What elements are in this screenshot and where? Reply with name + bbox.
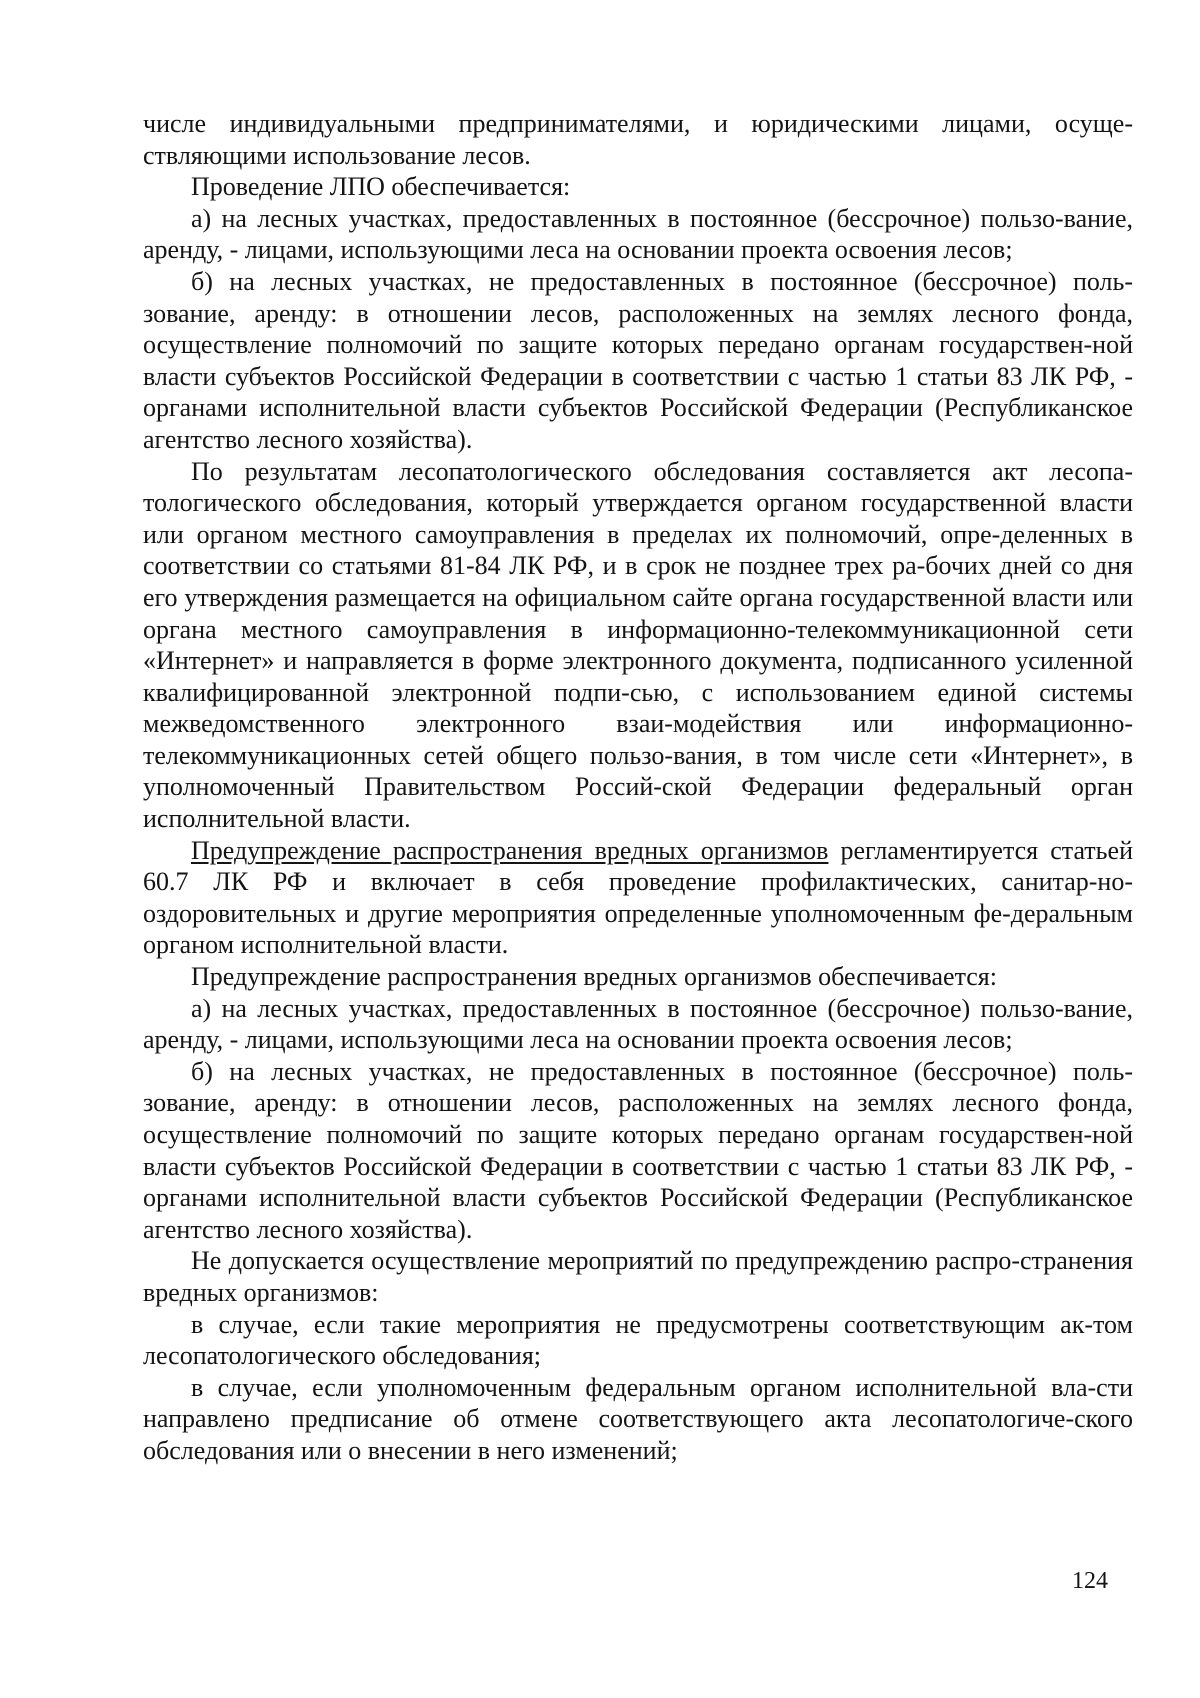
paragraph-case-2: в случае, если уполномоченным федеральным органом исполнительной вла-сти направлено предписание об отмене соответствующего акта лесопатологиче-ского обследования или о внесении в него изменений; bbox=[143, 1372, 1133, 1465]
paragraph-not-allowed: Не допускается осуществление мероприятий по предупреждению распро-странения вредных организмов: bbox=[143, 1246, 1133, 1307]
paragraph-case-1: в случае, если такие мероприятия не предусмотрены соответствующим ак-том лесопатологического обследования; bbox=[143, 1309, 1133, 1371]
paragraph-prevention-item-b: б) на лесных участках, не предоставленных в постоянное (бессрочное) поль-зование, аренду: в отношении лесов, расположенных на землях лесного фонда, осуществление полномочий по защите которых передано органам государствен-ной власти субъектов Российской Федерации в соответствии с частью 1 статьи 83 ЛК РФ, - органами исполнительной власти субъектов Российской Федерации (Республиканское агентство лесного хозяйства). bbox=[143, 1056, 1133, 1244]
page-number: 124 bbox=[1072, 1568, 1108, 1594]
paragraph-continuation: числе индивидуальными предпринимателями, и юридическими лицами, осуще-ствляющими использование лесов. bbox=[143, 109, 1133, 170]
paragraph-prevention-definition bbox=[143, 835, 1133, 961]
prevention-term-underlined: Предупреждение распространения вредных организмов bbox=[191, 835, 829, 865]
paragraph-lpo-intro: Проведение ЛПО обеспечивается: bbox=[191, 172, 571, 202]
prevention-definition-text: регламентируется статьей 60.7 ЛК РФ и включает в себя проведение профилактических, санитар-но-оздоровительных и другие мероприятия определенные уполномоченным фе-деральным органом исполнительной власти. bbox=[143, 835, 1133, 960]
paragraph-prevention-intro: Предупреждение распространения вредных организмов обеспечивается: bbox=[191, 962, 997, 992]
paragraph-prevention-item-a: а) на лесных участках, предоставленных в постоянное (бессрочное) пользо-вание, аренду, - лицами, использующими леса на основании проекта освоения лесов; bbox=[143, 993, 1133, 1055]
document-body bbox=[143, 108, 1133, 1467]
paragraph-survey-act: По результатам лесопатологического обследования составляется акт лесопа-тологического обследования, который утверждается органом государственной власти или органом местного самоуправления в пределах их полномочий, опре-деленных в соответствии со статьями 81-84 ЛК РФ, и в срок не позднее трех ра-бочих дней со дня его утверждения размещается на официальном сайте органа государственной власти или органа местного самоуправления в информационно-телекоммуникационной сети «Интернет» и направляется в форме электронного документа, подписанного усиленной квалифицированной электронной подпи-сью, с использованием единой системы межведомственного электронного взаи-модействия или информационно-телекоммуникационных сетей общего пользо-вания, в том числе сети «Интернет», в уполномоченный Правительством Россий-ской Федерации федеральный орган исполнительной власти. bbox=[143, 456, 1133, 834]
paragraph-lpo-item-b: б) на лесных участках, не предоставленных в постоянное (бессрочное) поль-зование, аренду: в отношении лесов, расположенных на землях лесного фонда, осуществление полномочий по защите которых передано органам государствен-ной власти субъектов Российской Федерации в соответствии с частью 1 статьи 83 ЛК РФ, - органами исполнительной власти субъектов Российской Федерации (Республиканское агентство лесного хозяйства). bbox=[143, 266, 1133, 454]
paragraph-lpo-item-a: а) на лесных участках, предоставленных в постоянное (бессрочное) пользо-вание, аренду, - лицами, использующими леса на основании проекта освоения лесов; bbox=[143, 203, 1133, 265]
